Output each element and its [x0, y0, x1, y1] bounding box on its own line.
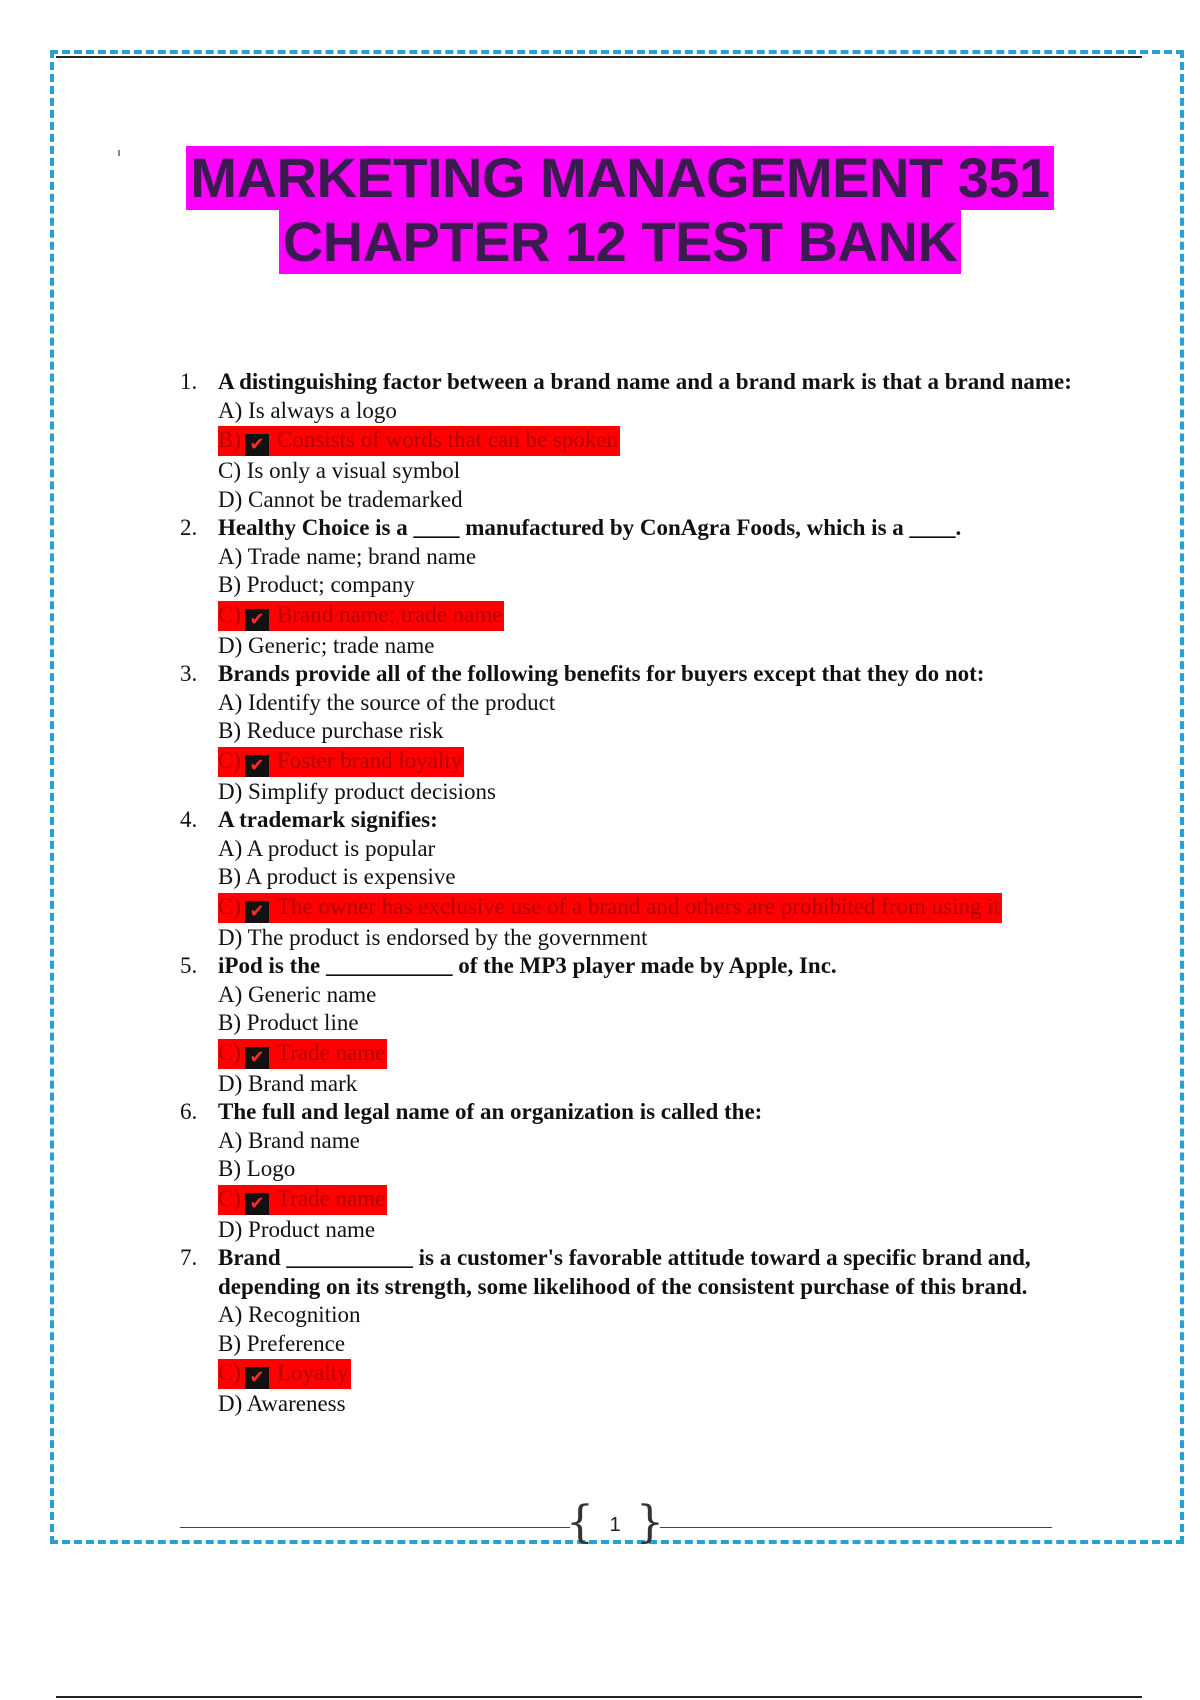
answer-option-correct-row: [218, 746, 1080, 778]
option-letter: D): [218, 632, 243, 658]
question-number: 2.: [180, 515, 198, 540]
option-text: Product; company: [246, 572, 415, 597]
question-number: 4.: [180, 807, 198, 832]
header-rule: [56, 56, 1142, 58]
check-box-icon: ✔: [245, 1047, 269, 1069]
question-stem: Brand ___________ is a customer's favorable attitude toward a specific brand and, depending on its strength, some likelihood of the consistent purchase of this brand.: [218, 1245, 1031, 1299]
option-letter: B): [218, 427, 241, 452]
option-letter: A): [218, 397, 243, 423]
left-brace-icon: {: [566, 1497, 594, 1548]
question-number: 5.: [180, 953, 198, 978]
option-text: Loyalty: [277, 1360, 349, 1385]
answer-option: [218, 835, 1080, 864]
answer-option-row: [218, 1301, 1080, 1330]
answer-option-row: [218, 1330, 1080, 1359]
answer-option: [218, 863, 1080, 892]
answer-option: [218, 571, 1080, 600]
answer-option-row: [218, 457, 1080, 486]
question-stem: The full and legal name of an organization is called the:: [218, 1099, 763, 1124]
answer-option: [218, 1009, 1080, 1038]
check-box-icon: ✔: [245, 1367, 269, 1389]
page-number: 1: [609, 1514, 621, 1536]
answer-option-row: [218, 717, 1080, 746]
check-box-icon: ✔: [245, 1193, 269, 1215]
question-stem: A trademark signifies:: [218, 807, 438, 832]
option-text: Brand mark: [248, 1070, 358, 1096]
option-text: Reduce purchase risk: [246, 718, 444, 743]
option-text: Identify the source of the product: [248, 689, 556, 715]
document-title: [0, 146, 1200, 274]
option-text: Simplify product decisions: [248, 778, 496, 804]
option-text: Trade name: [277, 1039, 386, 1065]
option-letter: B): [218, 864, 241, 889]
option-text: Product name: [248, 1216, 376, 1242]
answer-option-row: [218, 689, 1080, 718]
option-text: Generic name: [248, 981, 377, 1007]
option-letter: C): [218, 601, 241, 627]
option-text: Is always a logo: [248, 397, 397, 423]
footer-rule-left: [180, 1527, 570, 1528]
option-text: The owner has exclusive use of a brand and others are prohibited from using it: [277, 893, 1001, 919]
question-number: 3.: [180, 661, 198, 686]
answer-option-row: [218, 835, 1080, 864]
option-letter: A): [218, 689, 243, 715]
answer-option: [218, 543, 1080, 572]
answer-option-row: [218, 397, 1080, 426]
correct-answer-option: [218, 601, 504, 631]
answer-option-row: [218, 1390, 1080, 1419]
correct-answer-option: [218, 893, 1002, 923]
correct-answer-option: [218, 1185, 387, 1215]
answer-option-row: [218, 863, 1080, 892]
option-letter: C): [218, 1039, 241, 1065]
question-list: [180, 368, 1080, 1419]
answer-option: [218, 457, 1080, 486]
correct-answer-option: [218, 1359, 351, 1389]
answer-option: [218, 1330, 1080, 1359]
option-letter: A): [218, 835, 243, 861]
answer-option-row: [218, 1070, 1080, 1099]
answer-option-row: [218, 1127, 1080, 1156]
option-letter: D): [218, 1070, 243, 1096]
correct-answer-option: [218, 426, 620, 456]
question-item: [180, 806, 1080, 952]
answer-option: [218, 924, 1080, 953]
option-text: Trade name; brand name: [247, 543, 477, 569]
answer-option: [218, 981, 1080, 1010]
answer-option: [218, 778, 1080, 807]
option-letter: D): [218, 486, 243, 512]
correct-answer-option: [218, 1039, 387, 1069]
option-text: Preference: [246, 1330, 346, 1356]
answer-option-correct-row: [218, 425, 1080, 457]
question-item: [180, 952, 1080, 1098]
check-box-icon: ✔: [245, 755, 269, 777]
question-number: 7.: [180, 1245, 198, 1270]
option-letter: A): [218, 1302, 243, 1327]
footer-rule-right: [660, 1527, 1052, 1528]
answer-option: [218, 717, 1080, 746]
check-box-icon: ✔: [245, 434, 269, 456]
answer-option-row: [218, 981, 1080, 1010]
question-item: [180, 368, 1080, 514]
option-text: Is only a visual symbol: [246, 458, 461, 483]
question-stem: Brands provide all of the following benefits for buyers except that they do not:: [218, 661, 985, 686]
option-letter: B): [218, 1010, 241, 1035]
option-letter: B): [218, 718, 241, 743]
right-brace-icon: }: [636, 1497, 664, 1548]
answer-option: [218, 1127, 1080, 1156]
question-item: [180, 514, 1080, 660]
option-text: Brand name; trade name: [277, 601, 503, 627]
answer-option-row: [218, 1216, 1080, 1245]
option-letter: C): [218, 893, 241, 919]
answer-option-row: [218, 486, 1080, 515]
answer-option: [218, 1216, 1080, 1245]
check-box-icon: ✔: [245, 901, 269, 923]
answer-option-row: [218, 924, 1080, 953]
option-text: Brand name: [248, 1127, 360, 1153]
title-line-2: CHAPTER 12 TEST BANK: [279, 210, 962, 274]
question-number: 6.: [180, 1099, 198, 1124]
question-item: [180, 660, 1080, 806]
option-text: Awareness: [246, 1391, 346, 1416]
answer-option-row: [218, 571, 1080, 600]
answer-option-correct-row: [218, 1184, 1080, 1216]
option-letter: C): [218, 1185, 241, 1211]
answer-option-correct-row: [218, 892, 1080, 924]
answer-option: [218, 1301, 1080, 1330]
question-item: [180, 1244, 1080, 1419]
option-text: Trade name: [277, 1185, 386, 1211]
check-box-icon: ✔: [245, 609, 269, 631]
option-letter: B): [218, 1156, 241, 1181]
option-text: Cannot be trademarked: [248, 486, 463, 512]
answer-option: [218, 689, 1080, 718]
option-text: Product line: [246, 1010, 359, 1035]
answer-option: [218, 1390, 1080, 1419]
option-letter: C): [218, 747, 241, 773]
answer-option: [218, 486, 1080, 515]
option-letter: C): [218, 458, 241, 483]
option-letter: D): [218, 924, 243, 950]
answer-option-row: [218, 1009, 1080, 1038]
page-number-box: [566, 1497, 664, 1548]
option-letter: D): [218, 778, 243, 804]
answer-option-correct-row: [218, 1358, 1080, 1390]
question-number: 1.: [180, 369, 198, 394]
question-item: [180, 1098, 1080, 1244]
option-text: Recognition: [248, 1302, 361, 1327]
option-text: A product is popular: [246, 835, 436, 861]
option-text: Generic; trade name: [248, 632, 435, 658]
option-text: A product is expensive: [245, 864, 456, 889]
question-stem: Healthy Choice is a ____ manufactured by ConAgra Foods, which is a ____.: [218, 515, 962, 540]
answer-option-row: [218, 778, 1080, 807]
option-text: Consists of words that can be spoken: [277, 427, 619, 452]
answer-option-correct-row: [218, 1038, 1080, 1070]
answer-option-row: [218, 632, 1080, 661]
option-text: Logo: [246, 1156, 296, 1181]
answer-option: [218, 1155, 1080, 1184]
option-letter: A): [218, 543, 243, 569]
option-letter: A): [218, 981, 243, 1007]
correct-answer-option: [218, 747, 464, 777]
option-letter: B): [218, 572, 241, 597]
title-line-1: MARKETING MANAGEMENT 351: [186, 146, 1053, 210]
page-bottom-rule: [56, 1696, 1142, 1698]
option-letter: A): [218, 1127, 243, 1153]
answer-option-correct-row: [218, 600, 1080, 632]
option-letter: D): [218, 1391, 243, 1416]
answer-option: [218, 632, 1080, 661]
option-text: Foster brand loyalty: [277, 747, 463, 773]
answer-option: [218, 1070, 1080, 1099]
answer-option-row: [218, 543, 1080, 572]
answer-option: [218, 397, 1080, 426]
option-letter: C): [218, 1360, 241, 1385]
question-stem: A distinguishing factor between a brand name and a brand mark is that a brand name:: [218, 369, 1072, 394]
answer-option-row: [218, 1155, 1080, 1184]
option-letter: D): [218, 1216, 243, 1242]
question-stem: iPod is the ___________ of the MP3 player made by Apple, Inc.: [218, 953, 837, 978]
option-text: The product is endorsed by the government: [247, 924, 648, 950]
option-letter: B): [218, 1330, 241, 1356]
